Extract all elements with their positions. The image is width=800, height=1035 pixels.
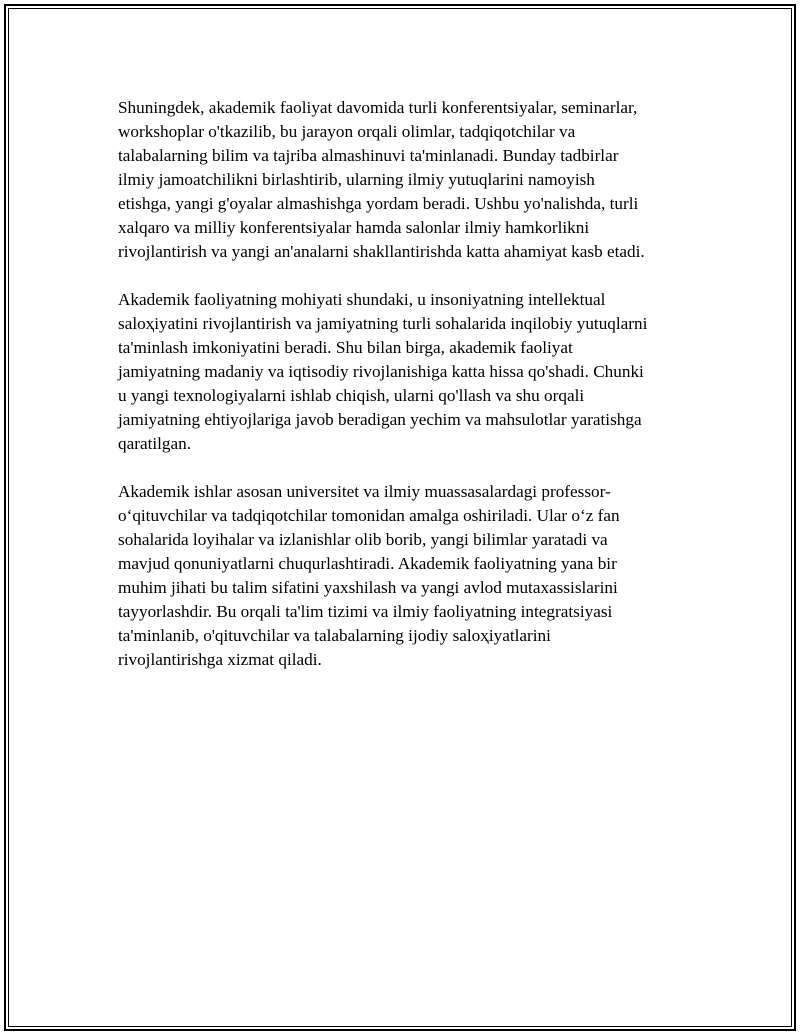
paragraph-3-line-5: muhim jihati bu talim sifatini yaxshilash va yangi avlod mutaxassislarini <box>118 578 618 597</box>
paragraph-2-line-4: jamiyatning madaniy va iqtisodiy rivojlanishiga katta hissa qo'shadi. Chunki <box>118 362 644 381</box>
paragraph-2-line-2: saloҳiyatini rivojlantirish va jamiyatning turli sohalarida inqilobiy yutuqlarni <box>118 314 648 333</box>
document-page <box>4 4 796 1031</box>
paragraph-1-line-1: Shuningdek, akademik faoliyat davomida turli konferentsiyalar, seminarlar, <box>118 98 638 117</box>
paragraph-2-line-6: jamiyatning ehtiyojlariga javob beradigan yechim va mahsulotlar yaratishga <box>118 410 642 429</box>
paragraph-1-line-4: ilmiy jamoatchilikni birlashtirib, ularning ilmiy yutuqlarini namoyish <box>118 170 595 189</box>
paragraph-2 <box>118 288 708 456</box>
paragraph-3-line-6: tayyorlashdir. Bu orqali ta'lim tizimi va ilmiy faoliyatning integratsiyasi <box>118 602 613 621</box>
paragraph-3-line-1: Akademik ishlar asosan universitet va ilmiy muassasalardagi professor- <box>118 482 611 501</box>
paragraph-2-line-3: ta'minlash imkoniyatini beradi. Shu bilan birga, akademik faoliyat <box>118 338 573 357</box>
paragraph-1 <box>118 96 708 264</box>
paragraph-1-line-6: xalqaro va milliy konferentsiyalar hamda salonlar ilmiy hamkorlikni <box>118 218 590 237</box>
paragraph-2-line-5: u yangi texnologiyalarni ishlab chiqish, ularni qo'llash va shu orqali <box>118 386 585 405</box>
paragraph-2-line-7: qaratilgan. <box>118 434 192 453</box>
paragraph-1-line-5: etishga, yangi g'oyalar almashishga yordam beradi. Ushbu yo'nalishda, turli <box>118 194 639 213</box>
paragraph-3-line-8: rivojlantirishga xizmat qiladi. <box>118 650 322 669</box>
paragraph-3-line-3: sohalarida loyihalar va izlanishlar olib borib, yangi bilimlar yaratadi va <box>118 530 608 549</box>
paragraph-3-line-4: mavjud qonuniyatlarni chuqurlashtiradi. Akademik faoliyatning yana bir <box>118 554 617 573</box>
paragraph-3-line-2: o‘qituvchilar va tadqiqotchilar tomonidan amalga oshiriladi. Ular o‘z fan <box>118 506 620 525</box>
paragraph-3-line-7: ta'minlanib, o'qituvchilar va talabalarning ijodiy saloҳiyatlarini <box>118 626 551 645</box>
paragraph-1-line-2: workshoplar o'tkazilib, bu jarayon orqali olimlar, tadqiqotchilar va <box>118 122 576 141</box>
paragraph-2-line-1: Akademik faoliyatning mohiyati shundaki, u insoniyatning intellektual <box>118 290 606 309</box>
document-body <box>118 96 708 696</box>
paragraph-1-line-3: talabalarning bilim va tajriba almashinuvi ta'minlanadi. Bunday tadbirlar <box>118 146 619 165</box>
paragraph-3 <box>118 480 708 672</box>
paragraph-1-line-7: rivojlantirish va yangi an'analarni shakllantirishda katta ahamiyat kasb etadi. <box>118 242 645 261</box>
